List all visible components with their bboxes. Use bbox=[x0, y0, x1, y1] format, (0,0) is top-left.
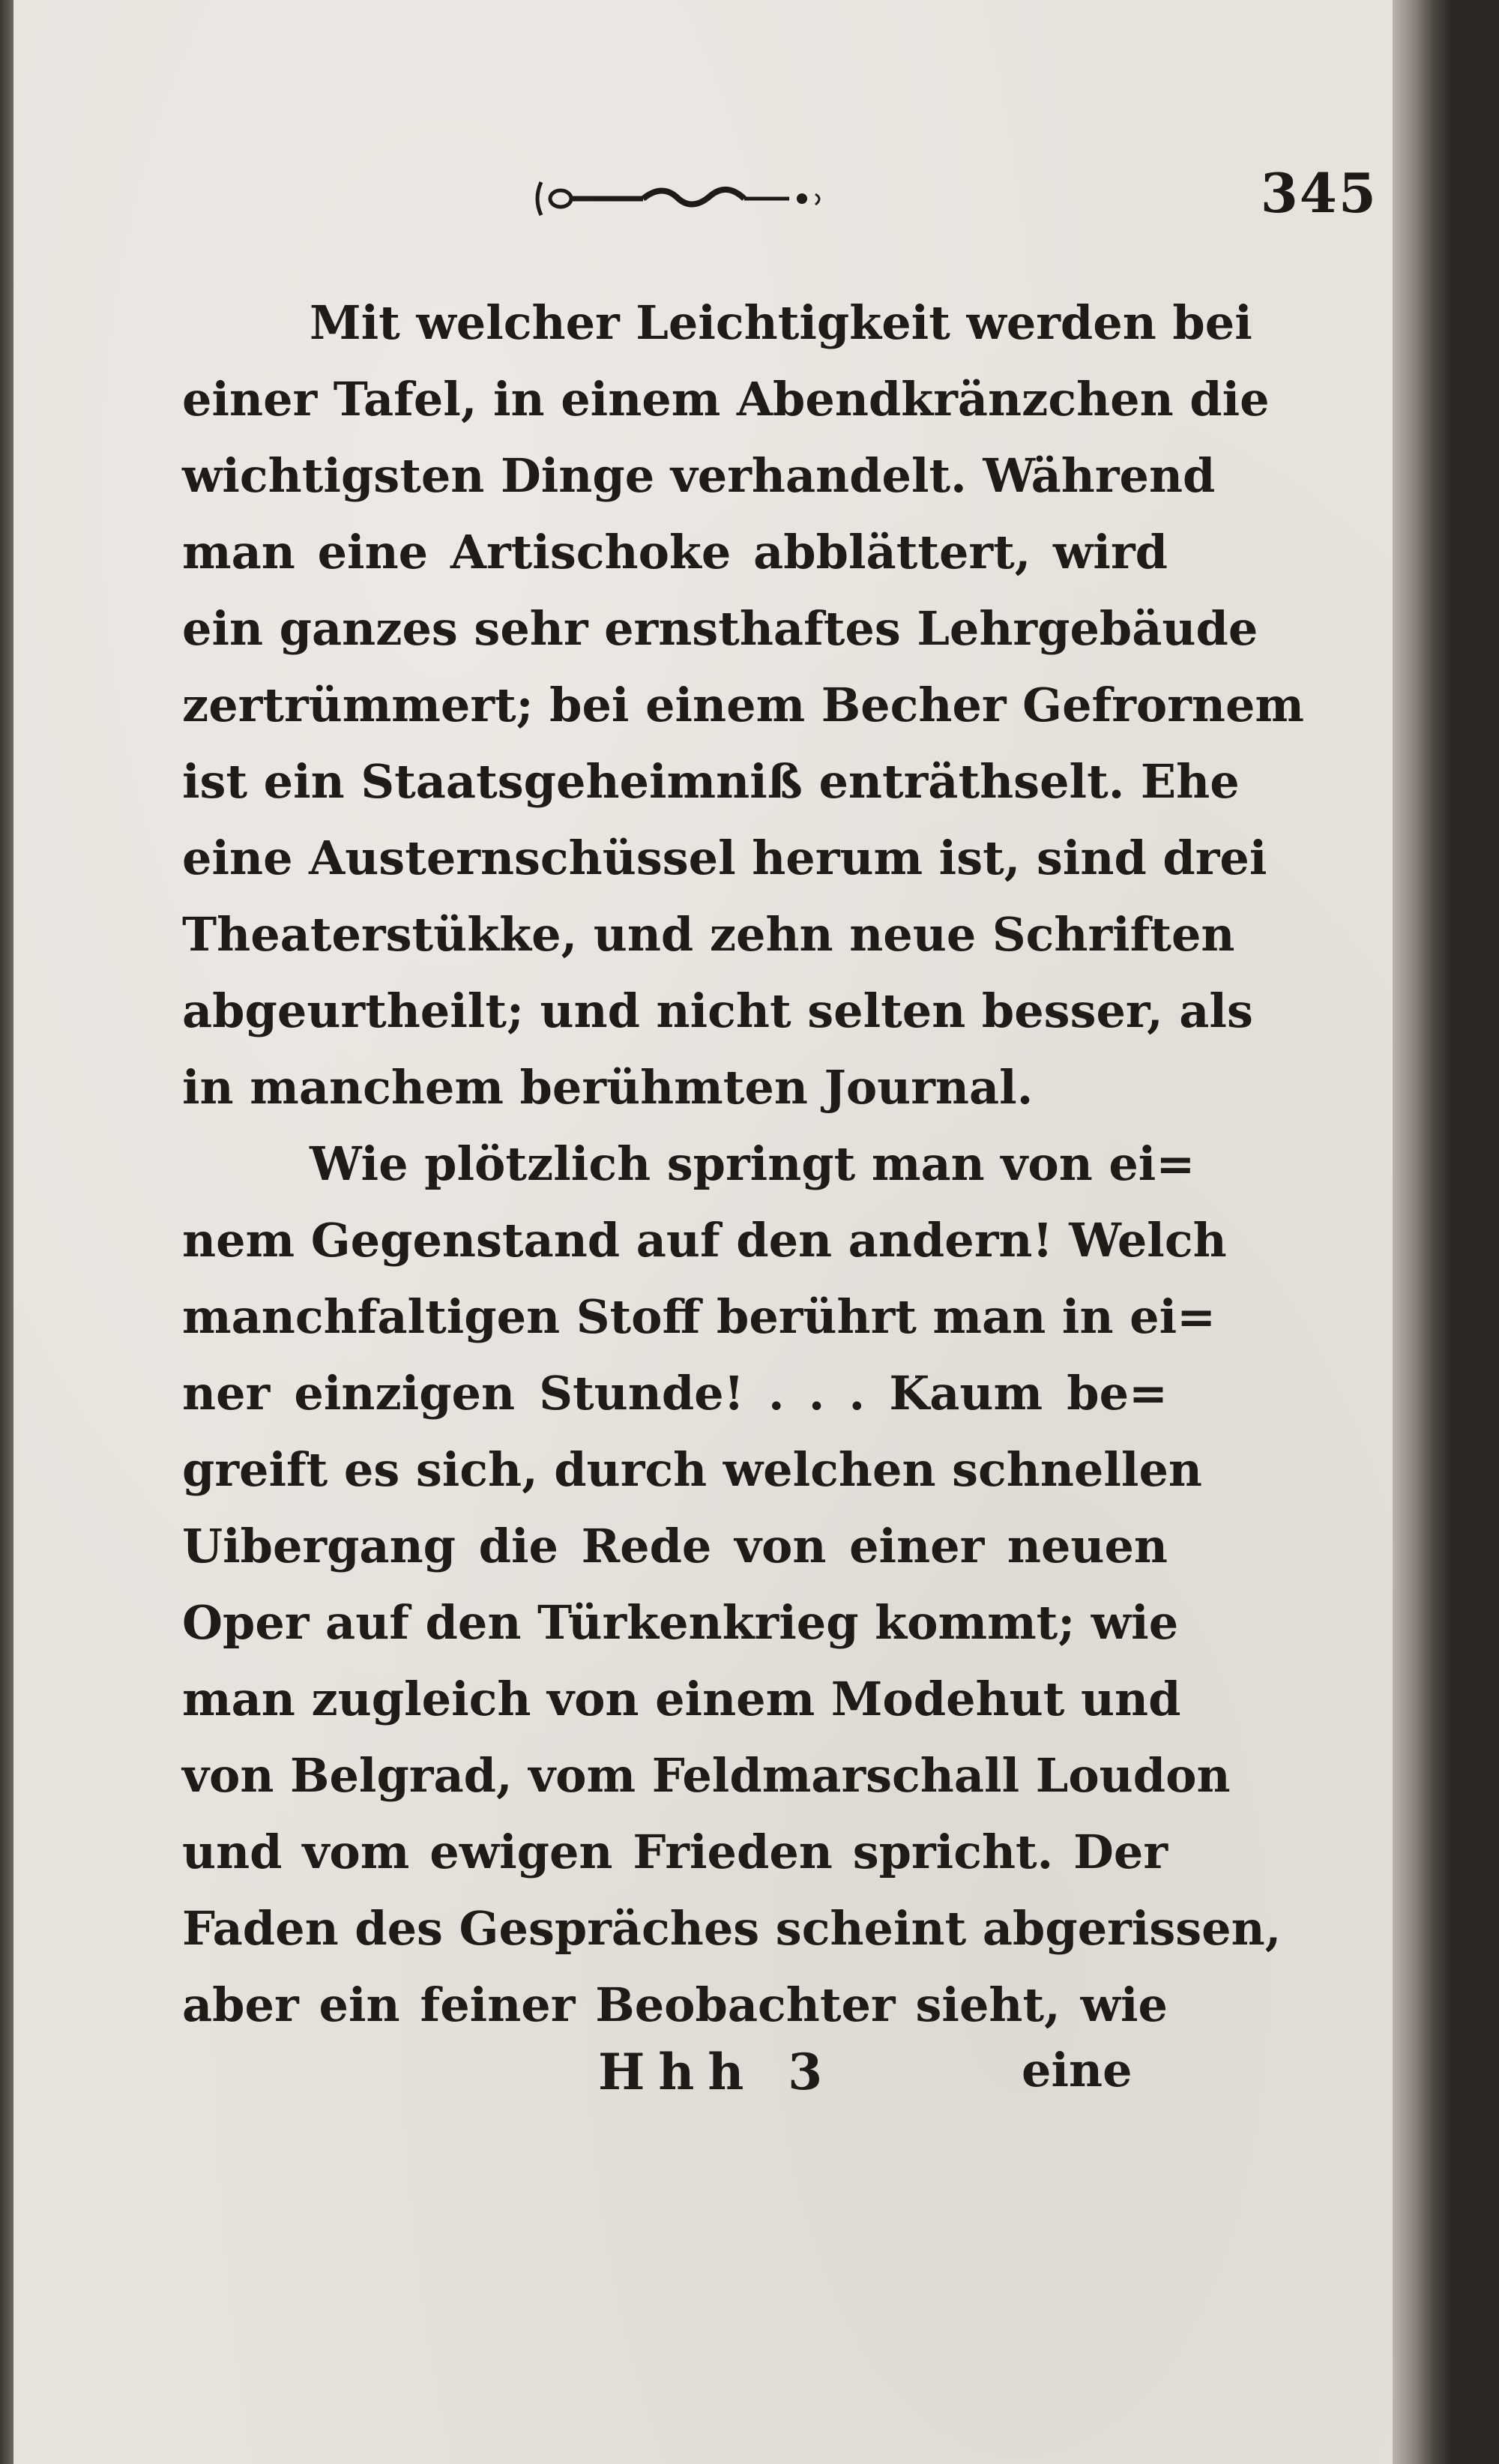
text-line: Mit welcher Leichtigkeit werden bei bbox=[310, 295, 1252, 350]
text-line: ist ein Staatsgeheimniß enträthselt. Ehe bbox=[182, 754, 1240, 809]
text-line: man eine Artischoke abblättert, wird bbox=[182, 525, 1168, 579]
text-line: Oper auf den Türkenkrieg kommt; wie bbox=[182, 1595, 1179, 1650]
page-header bbox=[531, 161, 1378, 244]
text-line: Uibergang die Rede von einer neuen bbox=[182, 1519, 1168, 1573]
text-line: man zugleich von einem Modehut und bbox=[182, 1672, 1181, 1726]
text-line: greift es sich, durch welchen schnellen bbox=[182, 1442, 1203, 1497]
page-sheet bbox=[13, 0, 1453, 2464]
header-ornament-icon bbox=[531, 176, 830, 221]
page-edge-shadow bbox=[1393, 0, 1453, 2464]
text-line: von Belgrad, vom Feldmarschall Loudon bbox=[182, 1748, 1231, 1803]
body-text bbox=[182, 285, 1305, 2043]
text-line: ein ganzes sehr ernsthaftes Lehrgebäude bbox=[182, 601, 1258, 656]
catchword: eine bbox=[1022, 2043, 1132, 2097]
page-footer bbox=[182, 2043, 1168, 2125]
text-line: eine Austernschüssel herum ist, sind drei bbox=[182, 831, 1267, 885]
text-line: Faden des Gespräches scheint abgerissen, bbox=[182, 1901, 1282, 1956]
text-line: zertrümmert; bei einem Becher Gefrornem bbox=[182, 678, 1305, 732]
text-line: in manchem berühmten Journal. bbox=[182, 1060, 1034, 1115]
text-line: wichtigsten Dinge verhandelt. Während bbox=[182, 448, 1216, 503]
text-line: abgeurtheilt; und nicht selten besser, als bbox=[182, 984, 1253, 1038]
text-line: aber ein feiner Beobachter sieht, wie bbox=[182, 1977, 1168, 2032]
text-line: nem Gegenstand auf den andern! Welch bbox=[182, 1213, 1227, 1268]
text-line: einer Tafel, in einem Abendkränzchen die bbox=[182, 372, 1270, 427]
text-line: Theaterstükke, und zehn neue Schriften bbox=[182, 907, 1235, 962]
paragraph bbox=[182, 1126, 1282, 2043]
signature-mark: Hhh 3 bbox=[598, 2043, 836, 2101]
paragraph bbox=[182, 285, 1305, 1126]
text-line: manchfaltigen Stoff berührt man in ei= bbox=[182, 1289, 1216, 1344]
text-line: Wie plötzlich springt man von ei= bbox=[310, 1136, 1195, 1191]
text-line: ner einzigen Stunde! . . . Kaum be= bbox=[182, 1366, 1168, 1421]
text-line: und vom ewigen Frieden spricht. Der bbox=[182, 1825, 1168, 1879]
page-number: 345 bbox=[1260, 161, 1378, 225]
